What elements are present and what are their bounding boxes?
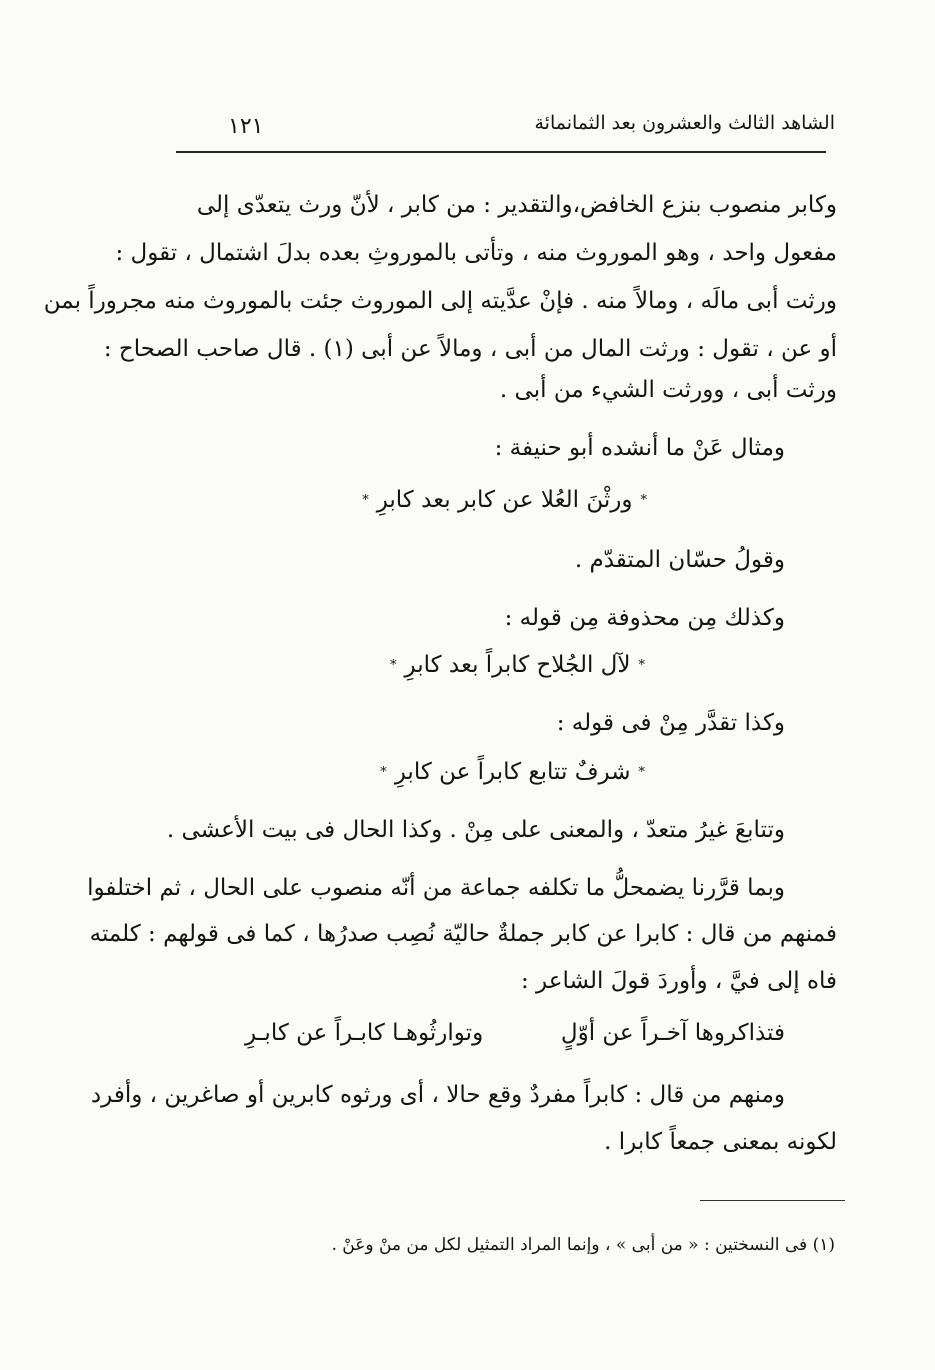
poetry-couplet — [245, 1020, 785, 1060]
verse-line — [372, 752, 653, 793]
verse-marker: * — [638, 765, 645, 780]
paragraph-line: وكابر منصوب بنزع الخافض،والتقدير : من كابر ، لأنّ ورث يتعدّى إلى — [196, 192, 837, 218]
paragraph-line: ورثت أبى ، وورثت الشيء من أبى . — [499, 377, 837, 403]
paragraph-line: فاه إلى فيَّ ، وأوردَ قولَ الشاعر : — [520, 968, 837, 994]
verse-text: لآل الجُلاح كابراً بعد كابرِ — [404, 652, 631, 678]
couplet-first-hemistich: فتذاكروها آخـراً عن أوّلٍ — [560, 1020, 785, 1046]
paragraph-line: وقولُ حسّان المتقدّم . — [574, 547, 785, 573]
verse-marker: * — [390, 658, 397, 673]
paragraph-line: وبما قرَّرنا يضمحلُّ ما تكلفه جماعة من أنّه منصوب على الحال ، ثم اختلفوا — [87, 875, 785, 901]
couplet-second-hemistich: وتوارثُوهـا كابـراً عن كابـرِ — [245, 1020, 484, 1046]
verse-text: ورثْنَ العُلا عن كابر بعد كابرِ — [376, 487, 633, 513]
paragraph-line: وتتابعَ غيرُ متعدّ ، والمعنى على مِنْ . وكذا الحال فى بيت الأعشى . — [166, 817, 785, 843]
footnote: (١) فى النسختين : « من أبى » ، وإنما المراد التمثيل لكل من منْ وعَنْ . — [331, 1235, 835, 1255]
verse-text: شرفٌ تتابع كابراً عن كابرِ — [394, 759, 631, 785]
page-number: ١٢١ — [228, 114, 264, 139]
paragraph-line: أو عن ، تقول : ورثت المال من أبى ، ومالاً عن أبى (١) . قال صاحب الصحاح : — [103, 336, 837, 362]
verse-line — [354, 480, 655, 521]
running-header-title: الشاهد الثالث والعشرون بعد الثمانمائة — [534, 112, 835, 134]
verse-marker: * — [640, 493, 647, 508]
paragraph-line: وكذلك مِن محذوفة مِن قوله : — [504, 605, 785, 631]
verse-marker: * — [380, 765, 387, 780]
paragraph-line: ورثت أبى مالَه ، ومالاً منه . فإنْ عدَّيته إلى الموروث جئت بالموروث منه مجروراً بمن — [43, 288, 837, 314]
verse-marker: * — [638, 658, 645, 673]
verse-marker: * — [362, 493, 369, 508]
verse-line — [382, 645, 653, 686]
paragraph-line: فمنهم من قال : كابرا عن كابر جملةٌ حاليّة نُصِب صدرُها ، كما فى قولهم : كلمته — [89, 921, 837, 947]
paragraph-line: وكذا تقدَّر مِنْ فى قوله : — [556, 710, 785, 736]
paragraph-line: ومنهم من قال : كابراً مفردٌ وقع حالا ، أى ورثوه كابرين أو صاغرين ، وأفرد — [90, 1082, 785, 1108]
paragraph-line: مفعول واحد ، وهو الموروث منه ، وتأتى بالموروثِ بعده بدلَ اشتمال ، تقول : — [115, 240, 837, 266]
paragraph-line: لكونه بمعنى جمعاً كابرا . — [604, 1129, 837, 1155]
header-divider — [176, 151, 826, 153]
footnote-divider — [700, 1200, 845, 1201]
paragraph-line: ومثال عَنْ ما أنشده أبو حنيفة : — [494, 435, 785, 461]
